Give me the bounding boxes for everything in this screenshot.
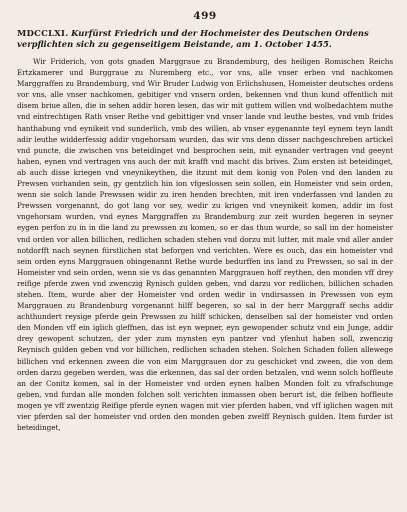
document-body: Wir Friderich, von gots gnaden Marggraue zu Brandemburg, des heiligen Romischen Reichs Ertzkamerer und Burggraue zu Nuremberg etc., vor vns, alle vnser erben vnd nachkomen Marggraffen zu Brandemburg, vnd Wir Bruder Ludwig von Erlichshusen, Homeister deutsches ordens vor vns, alle vnser nachkomen, gebitiger vnd vnsern orden, bekennen vnd thun kund offentlich mit disem briue allen, die in sehen addir horen lesen, das wir mit guttem willen vnd wolbedachtem muthe vnd eintrechtigen Rath vnser Rethe vnd gebittiger vnd vnser lande vnd leuthe bestes, vnd vmb frides hanthabung vnd eynikeit vnd sunderlich, vmb des willen, ab vnser eygenannte teyl eynem teyn landt adir leuthe widderfessig addir vngehorsam wurden, das wir vns denn disser nachgeschreben artickel vnd puncte, die zwischen vns beteidinget vnd besprochen sein, mit eynander vertragen vnd geeynt haben, eynen vnd vertragen vns auch der mit krafft vnd macht dis brives. Zum ersten ist beteidinget, ab auch disse kriegen vnd vneynikeythen, die itzunt mit dem konig von Polen vnd den landen zu Prewsen vorhanden sein, gy gentzlich hin ion vfgeslossen sein sollen, ein Homeister vnd sein orden, wenn sie solch lande Prewssen widir zu iren henden brechten, mit iren vnderfassen vnd landen zu Prewssen vorgenannt, do got lang vor sey, wedir zu krigen vnd vneynikeit komen, addir im fost vngehorsam wurden, vnd eynes Marggraffen zu Brandemburg zur zeit wurden begeren in seyner eygen perfon zu in in die land zu prewssen zu komen, so er das thun wurde, so sall im der homeister vnd orden vor allen billichen, redlichen schaden stehen vnd dorzu mit lutter, mit male vnd aller ander notdorfft nach seynen fürstlichen stat beforgen vnd verichten. Were es ouch, das ein homeister vnd sein orden eyns Marggrauen obingenannt Rethe wurde bedurffen ins land zu Prewssen, so sal in der Homeister vnd sein orden, wenn sie vs das genannten Marggrauen hoff reythen, den monden vff drey reifige pferde zwen vnd zwenczig Rynisch gulden geben, vnd darzu vor redlichen, billichen schaden stehen. Item, wurde aber der Homeister vnd orden wedir in vndirsassen in Prewssen von eym Marggrauen zu Brandenburg vorgenannt hilff begeren, so sal in der herr Marggraff sechs addir achthundert reysige pferde gein Prewssen zu hilff schicken, denselben sal der homeister vnd orden den Monden vff ein iglich gleffnen, das ist eyn wepner, eyn gewopender schutz vnd ein Junge, addir drey gewopent schutzen, der yder zum mynsten eyn pantzer vnd yfenhut haben soll, zwenczig Reynisch gulden geben vnd vor billichen, redlichen schaden stehen. Solchen Schaden follen allewege billichen vnd erkennen zween die von eim Marggrauen dor zu geschicket vnd zween, die von dem orden darzu gegeben werden, was die erkennen, das sal der orden betzalen, vnd wenn solch hoffleute an der Conitz komen, sal in der Homeister vnd orden eynen halben Monden folt zu vfrafschunge geben, vnd furdan alle monden folchen solt verichten inmassen oben berurt ist, die felben hoffleute mogen ye vff zwentzig Reifige pferde eynen wagen mit vier pferden haben, vnd vff iglichen wagen mit vier pferden sal der homeister vnd orden den monden geben zwelff Reynisch gulden. Item furder ist beteidinget, (17, 57, 393, 433)
document-heading (17, 28, 393, 50)
document-number: MDCCLXI. (17, 28, 69, 38)
document-title: Kurfürst Friedrich und der Hochmeister des Deutschen Ordens verpflichten sich zu gegenseitigem Beistande, am 1. October 1455. (17, 28, 369, 49)
page-number: 499 (193, 10, 217, 22)
